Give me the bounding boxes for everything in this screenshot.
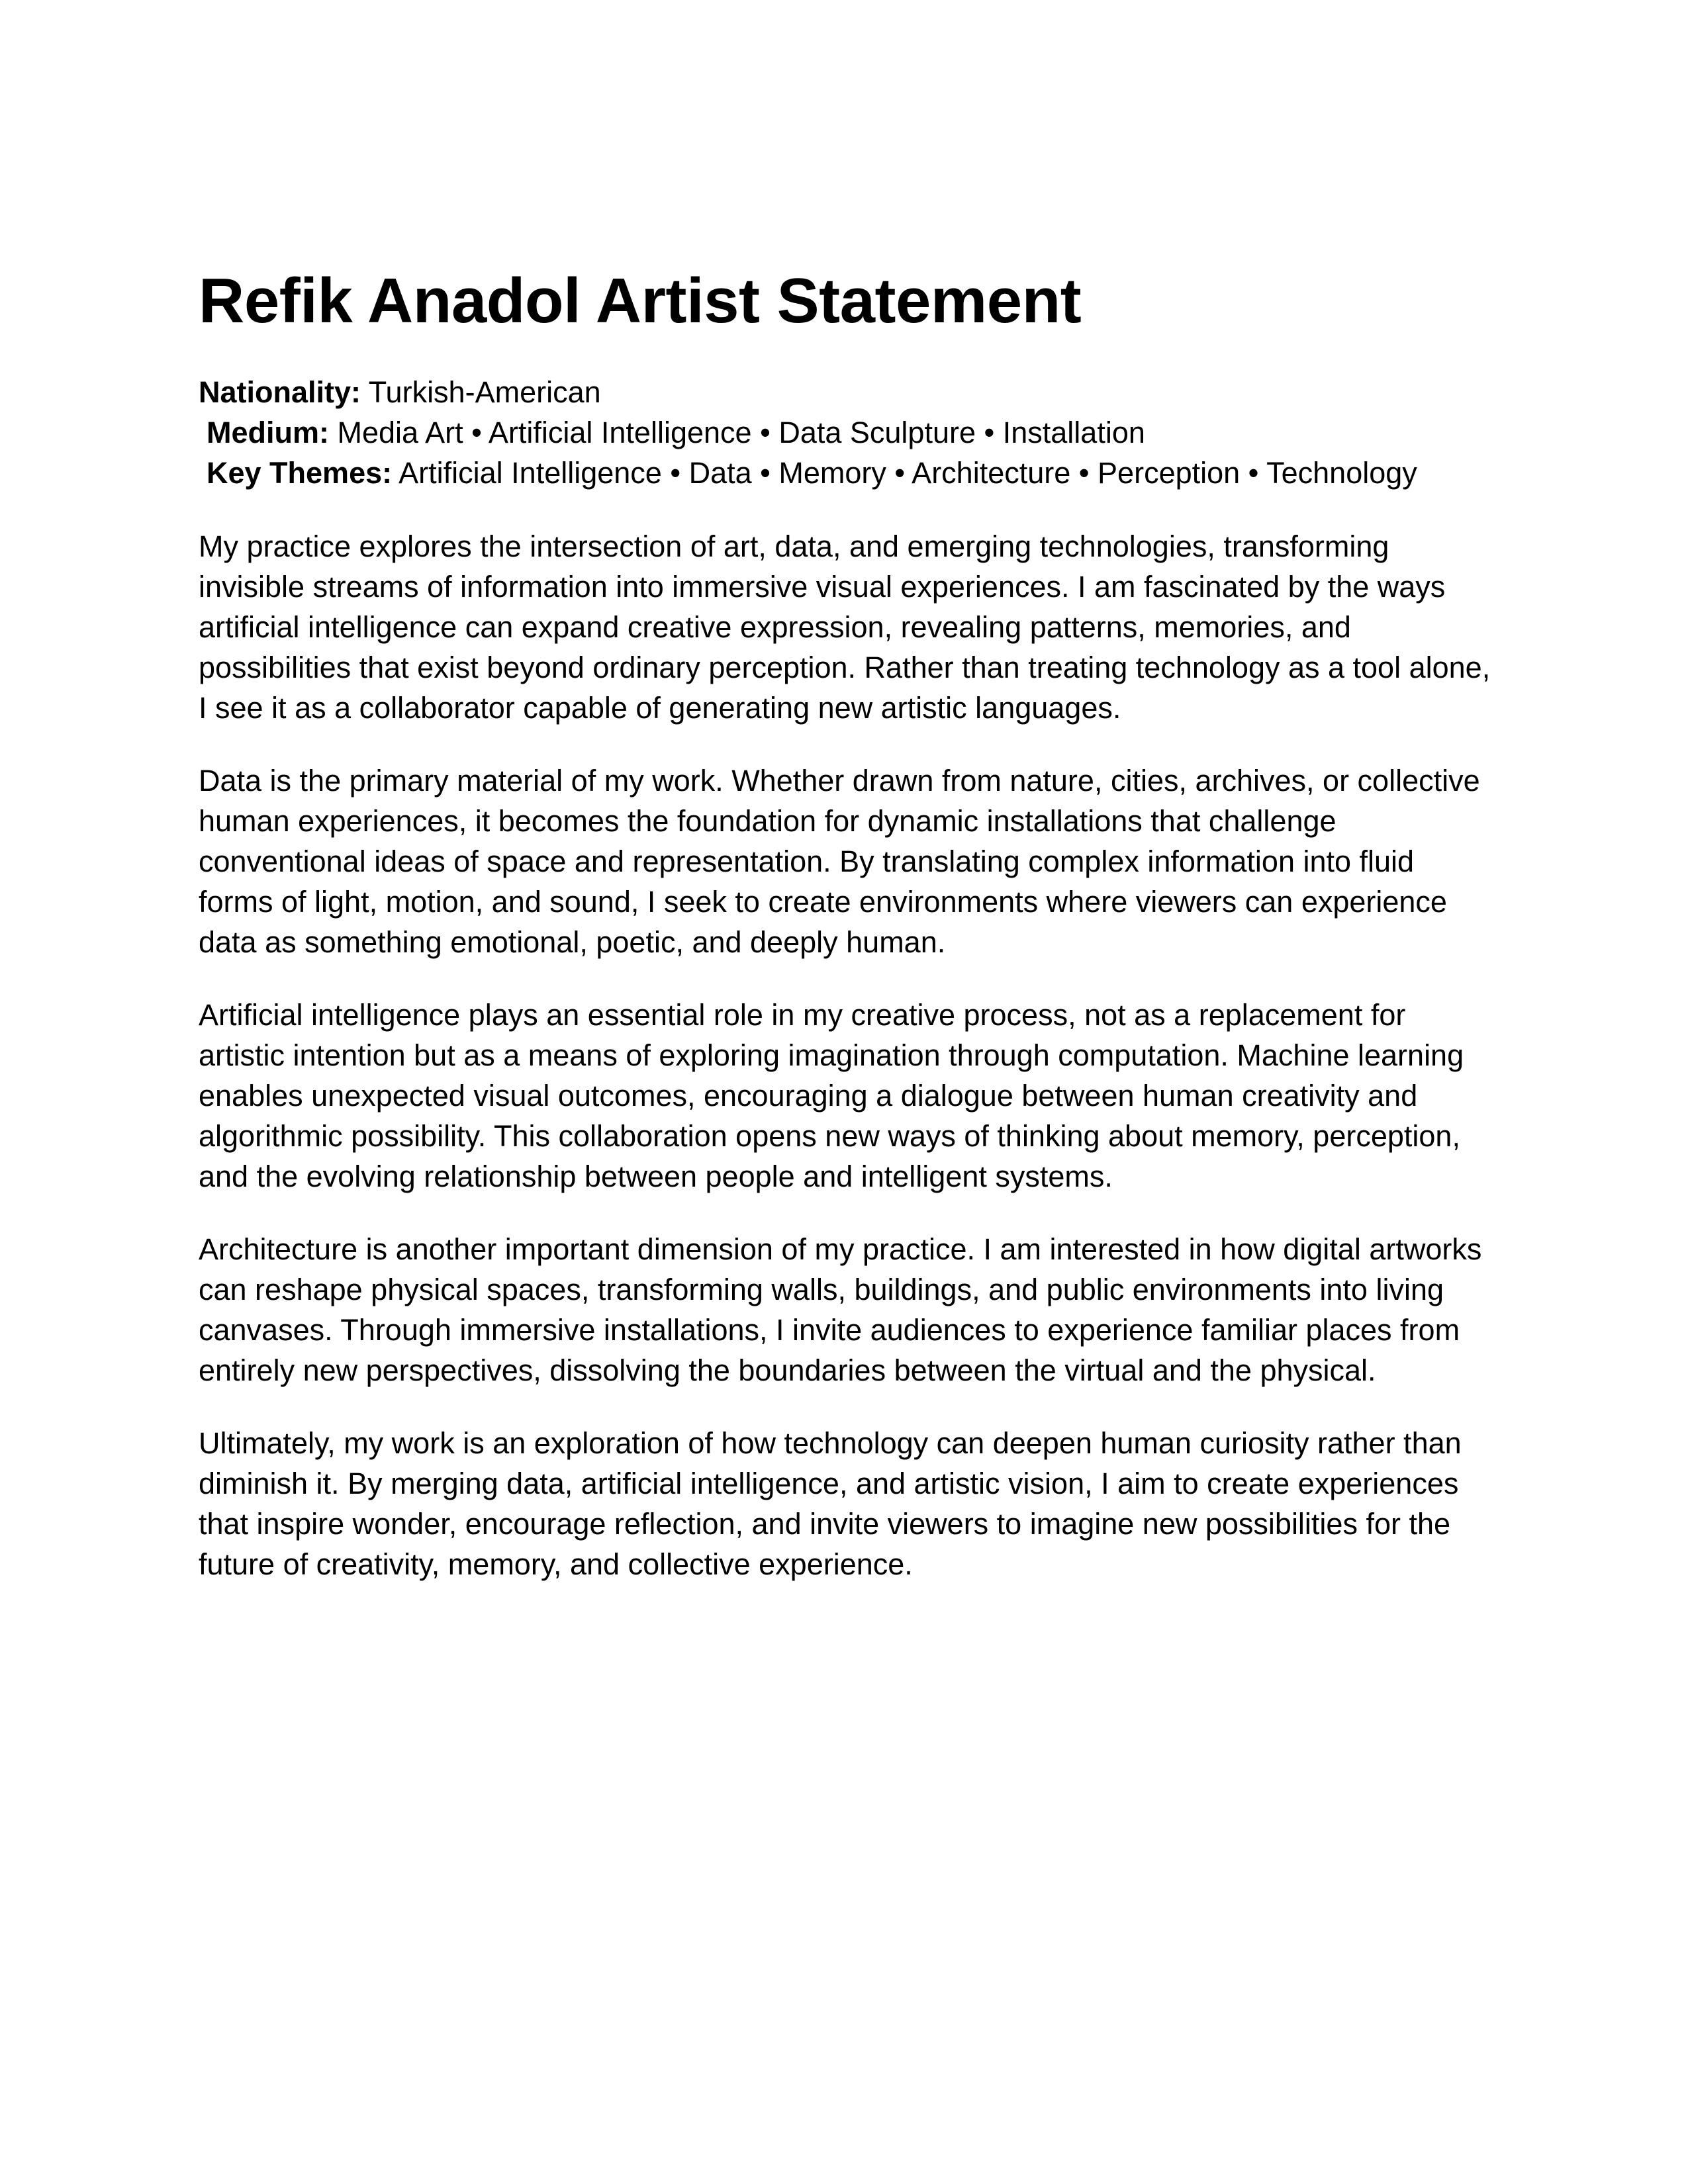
paragraph-conclusion: Ultimately, my work is an exploration of how technology can deepen human curiosity rather than diminish it. By merging data, artificial intelligence, and artistic vision, I aim to create experiences that inspire wonder, encourage reflection, and invite viewers to imagine new possibilities for the future of creativity, memory, and collective experience.	[199, 1426, 1462, 1581]
nationality-value: Turkish-American	[368, 375, 601, 409]
paragraph-architecture: Architecture is another important dimension of my practice. I am interested in how digital artworks can reshape physical spaces, transforming walls, buildings, and public environments into living canvases. Through immersive installations, I invite audiences to experience familiar places from entirely new perspectives, dissolving the boundaries between the virtual and the physical.	[199, 1232, 1482, 1387]
medium-value: Media Art • Artificial Intelligence • Data Sculpture • Installation	[337, 416, 1145, 449]
paragraph-practice: My practice explores the intersection of art, data, and emerging technologies, transforming invisible streams of information into immersive visual experiences. I am fascinated by the ways artificial intelligence can expand creative expression, revealing patterns, memories, and possibilities that exist beyond ordinary perception. Rather than treating technology as a tool alone, I see it as a collaborator capable of generating new artistic languages.	[199, 529, 1491, 725]
key-themes-value: Artificial Intelligence • Data • Memory • Architecture • Perception • Technology	[399, 456, 1417, 490]
key-themes-line	[199, 453, 1496, 493]
nationality-line	[199, 372, 1496, 412]
statement-body	[199, 526, 1496, 1584]
paragraph-data: Data is the primary material of my work. Whether drawn from nature, cities, archives, or collective human experiences, it becomes the foundation for dynamic installations that challenge conventional ideas of space and representation. By translating complex information into fluid forms of light, motion, and sound, I seek to create environments where viewers can experience data as something emotional, poetic, and deeply human.	[199, 764, 1480, 959]
document-title: Refik Anadol Artist Statement	[199, 265, 1082, 336]
nationality-label: Nationality:	[199, 375, 361, 409]
paragraph-ai: Artificial intelligence plays an essential role in my creative process, not as a replacement for artistic intention but as a means of exploring imagination through computation. Machine learning enables unexpected visual outcomes, encouraging a dialogue between human creativity and algorithmic possibility. This collaboration opens new ways of thinking about memory, perception, and the evolving relationship between people and intelligent systems.	[199, 998, 1464, 1193]
key-themes-label: Key Themes:	[207, 456, 393, 490]
medium-label: Medium:	[207, 416, 329, 449]
document-page	[199, 258, 1496, 1617]
artist-metadata	[199, 372, 1496, 493]
medium-line	[199, 412, 1496, 453]
